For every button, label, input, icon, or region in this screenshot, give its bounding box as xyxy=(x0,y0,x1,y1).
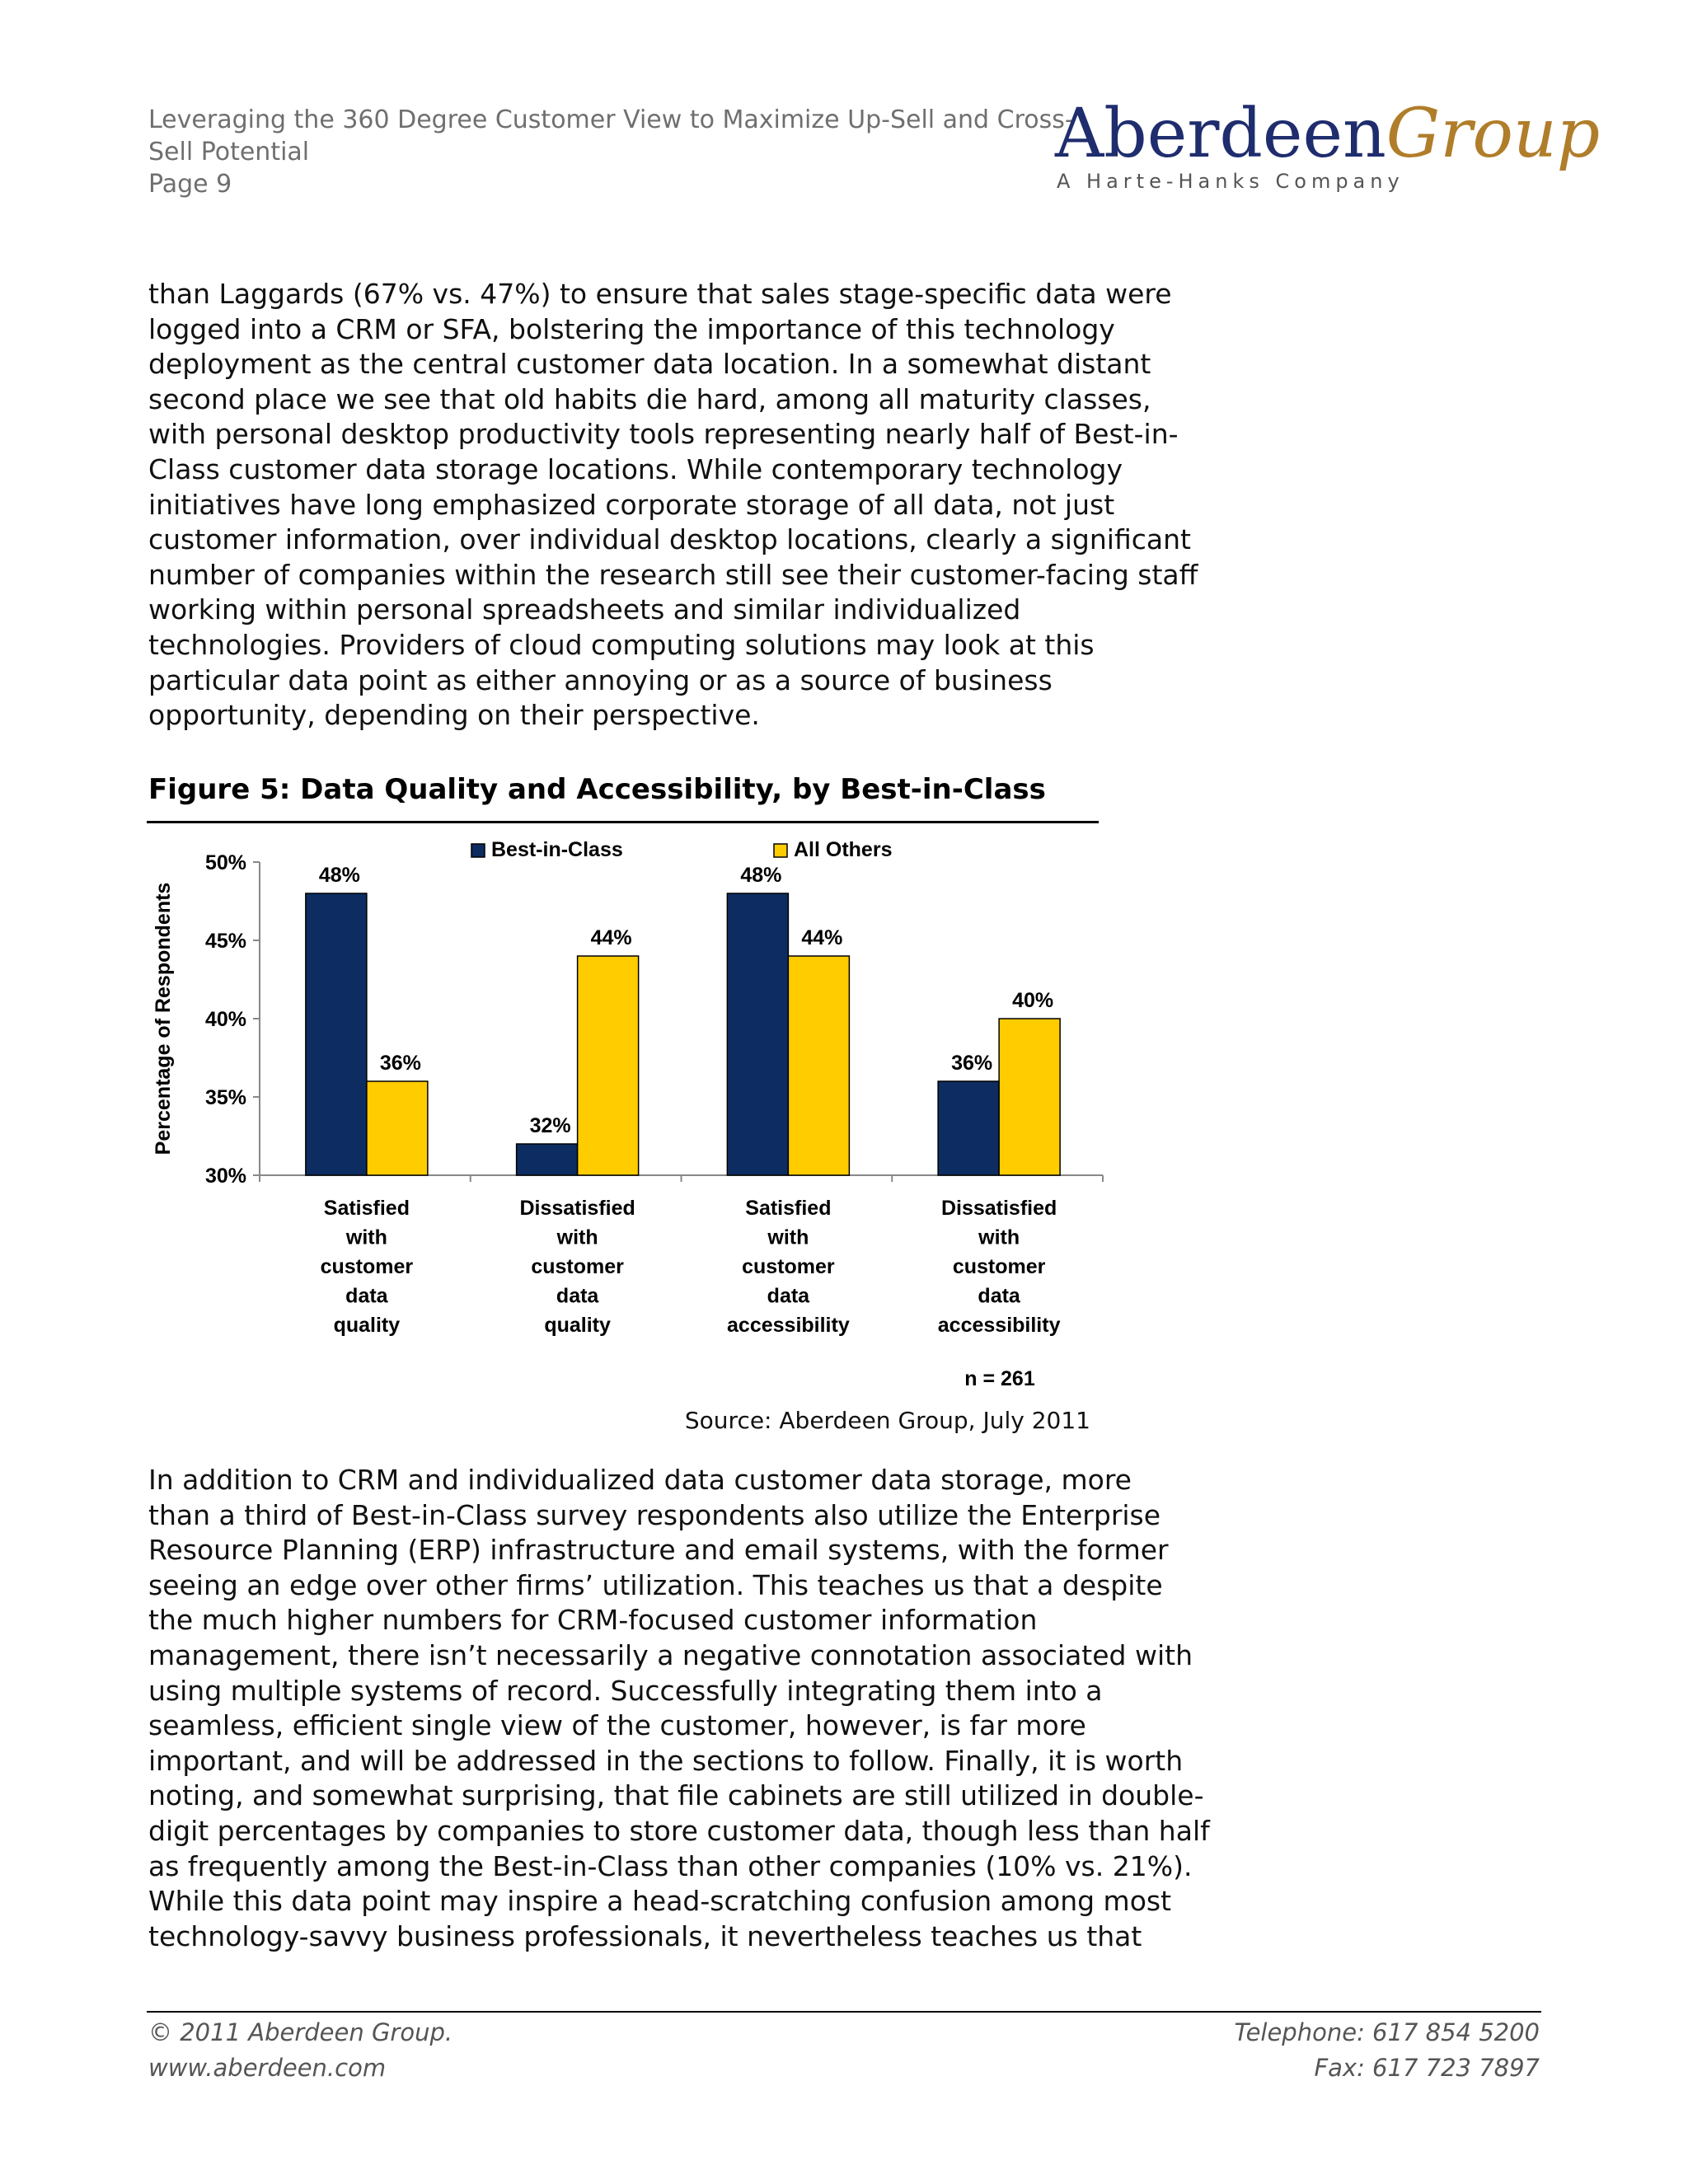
bar-all-others xyxy=(999,1019,1060,1175)
bar-data-label: 36% xyxy=(951,1052,993,1075)
bar-best-in-class xyxy=(306,893,367,1175)
y-tick-label: 40% xyxy=(204,1008,246,1031)
text-line: with personal desktop productivity tools representing nearly half of Best-in- xyxy=(148,418,1179,451)
header-line: Leveraging the 360 Degree Customer View to Maximize Up-Sell and Cross- xyxy=(148,105,1074,134)
x-category-label: Dissatisfied xyxy=(940,1197,1057,1220)
x-category-label: customer xyxy=(320,1255,414,1278)
text-line: noting, and somewhat surprising, that file cabinets are still utilized in double- xyxy=(148,1779,1204,1812)
x-category-label: customer xyxy=(742,1255,835,1278)
text-line: management, there isn’t necessarily a negative connotation associated with xyxy=(148,1638,1193,1671)
legend-label: All Others xyxy=(794,838,893,861)
text-line: than a third of Best-in-Class survey respondents also utilize the Enterprise xyxy=(148,1498,1161,1531)
footer-fax: Fax: 617 723 7897 xyxy=(1314,2054,1540,2082)
text-line: seamless, efficient single view of the customer, however, is far more xyxy=(148,1709,1086,1742)
header-line: Sell Potential xyxy=(148,138,310,166)
bar-best-in-class xyxy=(727,893,788,1175)
text-line: number of companies within the research still see their customer-facing staff xyxy=(148,558,1198,591)
logo-word-group: Group xyxy=(1386,95,1601,173)
text-line: customer information, over individual desktop locations, clearly a significant xyxy=(148,523,1191,556)
text-line: than Laggards (67% vs. 47%) to ensure that sales stage-specific data were xyxy=(148,278,1172,310)
x-category-label: Satisfied xyxy=(323,1197,410,1220)
figure-source: Source: Aberdeen Group, July 2011 xyxy=(684,1407,1090,1434)
text-line: working within personal spreadsheets and similar individualized xyxy=(148,593,1021,626)
footer-copyright: © 2011 Aberdeen Group. xyxy=(148,2018,453,2046)
x-category-label: Satisfied xyxy=(745,1197,832,1220)
text-line: Class customer data storage locations. While contemporary technology xyxy=(148,452,1123,485)
text-line: technologies. Providers of cloud computing solutions may look at this xyxy=(148,628,1095,661)
x-category-label: data xyxy=(556,1284,599,1308)
x-category-label: with xyxy=(978,1226,1020,1249)
logo-tagline: A Harte-Hanks Company xyxy=(1057,170,1404,193)
text-line: particular data point as either annoying or as a source of business xyxy=(148,663,1053,696)
x-category-label: quality xyxy=(544,1314,611,1337)
chart-svg xyxy=(140,828,1113,1397)
x-category-label: customer xyxy=(531,1255,624,1278)
bar-data-label: 44% xyxy=(590,926,632,949)
sample-size-note: n = 261 xyxy=(964,1367,1035,1390)
y-tick-label: 50% xyxy=(204,851,246,874)
bar-data-label: 36% xyxy=(379,1052,421,1075)
body-paragraph-1 xyxy=(148,277,1198,733)
text-line: seeing an edge over other firms’ utilization. This teaches us that a despite xyxy=(148,1568,1163,1601)
figure-title: Figure 5: Data Quality and Accessibility, by Best-in-Class xyxy=(148,773,1046,806)
bar-data-label: 32% xyxy=(529,1114,571,1137)
bar-all-others xyxy=(788,956,849,1175)
aberdeen-logo xyxy=(1055,95,1601,196)
x-category-label: accessibility xyxy=(727,1314,850,1337)
y-tick-label: 45% xyxy=(204,930,246,953)
text-line: Resource Planning (ERP) infrastructure and email systems, with the former xyxy=(148,1534,1169,1567)
x-category-label: data xyxy=(767,1284,810,1308)
text-line: initiatives have long emphasized corporate storage of all data, not just xyxy=(148,488,1115,521)
legend-swatch xyxy=(471,844,485,857)
bar-best-in-class xyxy=(938,1081,999,1175)
text-line: opportunity, depending on their perspective. xyxy=(148,699,760,732)
footer-right xyxy=(1234,2015,1540,2086)
x-category-label: data xyxy=(978,1284,1020,1308)
logo-wordmark xyxy=(1055,97,1600,171)
legend-swatch xyxy=(774,844,787,857)
bar-data-label: 48% xyxy=(318,864,360,887)
x-category-label: with xyxy=(767,1226,809,1249)
figure-title-rule xyxy=(147,821,1099,823)
x-category-label: with xyxy=(345,1226,387,1249)
text-line: important, and will be addressed in the sections to follow. Finally, it is worth xyxy=(148,1744,1184,1777)
text-line: While this data point may inspire a head-scratching confusion among most xyxy=(148,1885,1172,1918)
x-category-label: customer xyxy=(952,1255,1046,1278)
text-line: technology-savvy business professionals, it nevertheless teaches us that xyxy=(148,1919,1142,1952)
y-tick-label: 35% xyxy=(204,1086,246,1109)
footer-website: www.aberdeen.com xyxy=(148,2054,387,2082)
text-line: logged into a CRM or SFA, bolstering the importance of this technology xyxy=(148,312,1115,345)
body-paragraph-2 xyxy=(148,1463,1210,1954)
footer-telephone: Telephone: 617 854 5200 xyxy=(1234,2018,1540,2046)
text-line: second place we see that old habits die hard, among all maturity classes, xyxy=(148,382,1151,415)
text-line: as frequently among the Best-in-Class than other companies (10% vs. 21%). xyxy=(148,1849,1193,1882)
x-category-label: accessibility xyxy=(937,1314,1061,1337)
page-number: Page 9 xyxy=(148,170,232,199)
running-header xyxy=(148,104,1074,200)
text-line: deployment as the central customer data location. In a somewhat distant xyxy=(148,348,1151,381)
x-category-label: quality xyxy=(333,1314,401,1337)
footer-rule xyxy=(147,2011,1541,2013)
text-line: digit percentages by companies to store customer data, though less than half xyxy=(148,1814,1210,1847)
x-category-label: with xyxy=(556,1226,598,1249)
y-tick-label: 30% xyxy=(204,1165,246,1188)
bar-chart xyxy=(140,828,1113,1397)
footer-left xyxy=(148,2015,452,2086)
bar-data-label: 48% xyxy=(740,864,782,887)
text-line: the much higher numbers for CRM-focused customer information xyxy=(148,1604,1038,1637)
bar-data-label: 44% xyxy=(801,926,843,949)
legend-label: Best-in-Class xyxy=(491,838,623,861)
y-axis-label: Percentage of Respondents xyxy=(152,882,175,1155)
bar-all-others xyxy=(367,1081,428,1175)
bar-data-label: 40% xyxy=(1012,989,1054,1012)
text-line: using multiple systems of record. Successfully integrating them into a xyxy=(148,1674,1103,1707)
bar-all-others xyxy=(578,956,639,1175)
text-line: In addition to CRM and individualized data customer data storage, more xyxy=(148,1464,1132,1496)
bar-best-in-class xyxy=(517,1144,578,1175)
x-category-label: data xyxy=(345,1284,388,1308)
x-category-label: Dissatisfied xyxy=(519,1197,635,1220)
logo-word-aberdeen: Aberdeen xyxy=(1055,95,1386,173)
